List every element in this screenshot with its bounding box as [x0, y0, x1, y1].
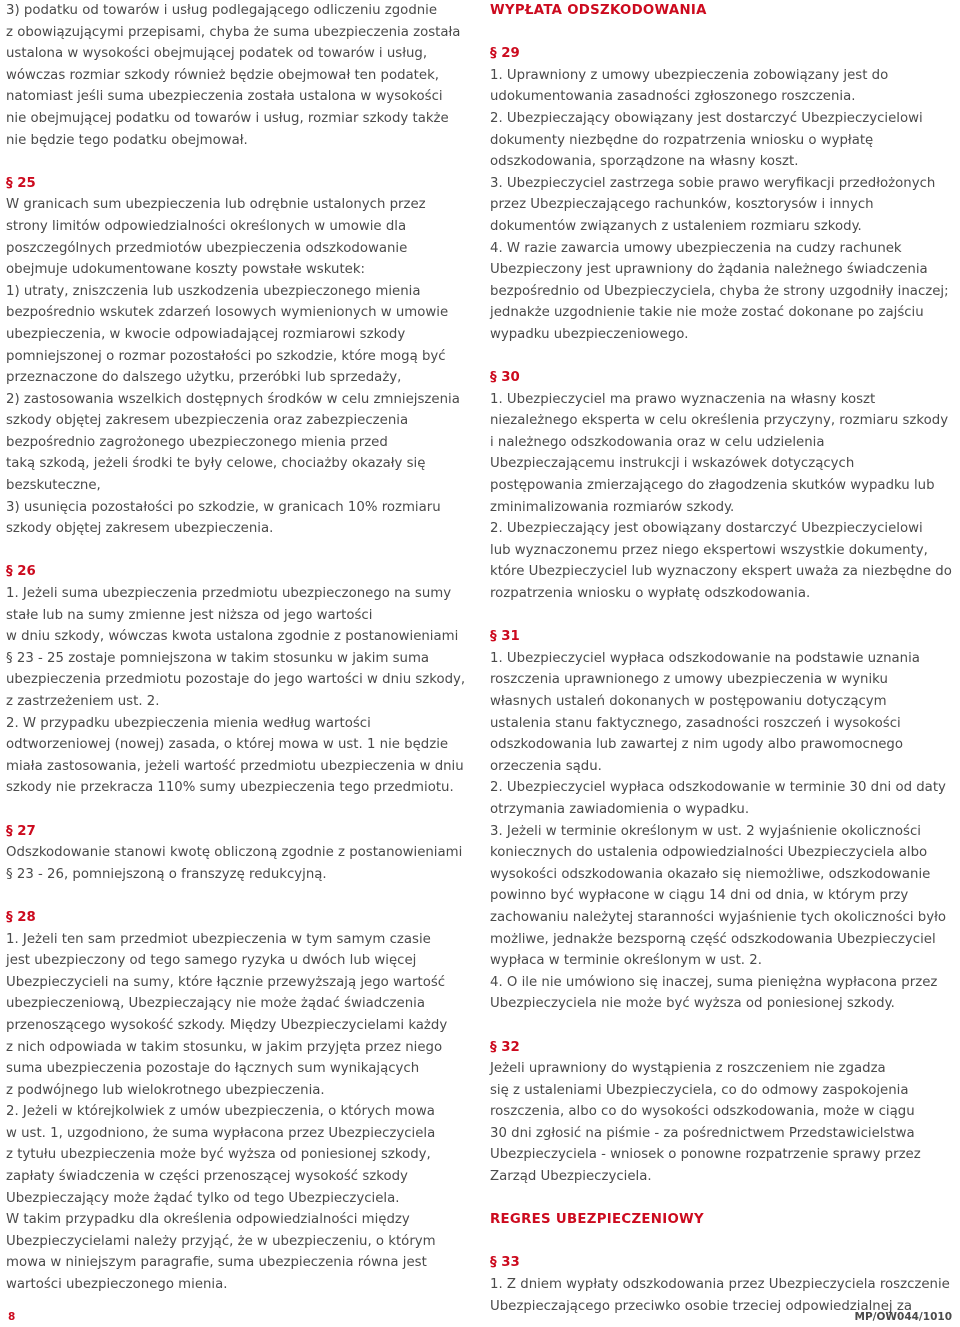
text-line: z obowiązującymi przepisami, chyba że suma ubezpieczenia została — [6, 24, 461, 40]
text-line: jest ubezpieczony od tego samego ryzyka u dwóch lub więcej — [6, 953, 417, 969]
paragraph-28-heading: § 28 — [6, 909, 36, 925]
text-line: z nich odpowiada w takim stosunku, w jakim przyjęta przez niego — [6, 1039, 443, 1055]
text-line: taką szkodą, jeżeli środki te były celowe, chociażby okazały się — [6, 456, 426, 472]
text-line: 2. Ubezpieczający obowiązany jest dostarczyć Ubezpieczycielowi — [490, 110, 923, 126]
text-line: Ubezpieczycielami należy przyjąć, że w ubezpieczeniu, o którym — [6, 1233, 436, 1249]
text-line: 1. Jeżeli suma ubezpieczenia przedmiotu ubezpieczonego na sumy — [6, 586, 452, 602]
text-line: wartości ubezpieczonego mienia. — [6, 1277, 228, 1293]
text-line: udokumentowania zasadności zgłoszonego roszczenia. — [490, 89, 856, 105]
text-line: otrzymania zawiadomienia o wypadku. — [490, 801, 750, 817]
text-line: 2. Jeżeli w którejkolwiek z umów ubezpieczenia, o których mowa — [6, 1104, 435, 1120]
text-line: mowa w niniejszym paragrafie, suma ubezpieczenia równa jest — [6, 1255, 427, 1271]
text-line: miała zastosowania, jeżeli wartość przedmiotu ubezpieczenia w dniu — [6, 758, 464, 774]
text-line: ustalona w wysokości obejmującej podatek od towarów i usług, — [6, 46, 428, 62]
text-line: 2. Ubezpieczający jest obowiązany dostarczyć Ubezpieczycielowi — [490, 521, 923, 537]
text-line: 1. Z dniem wypłaty odszkodowania przez Ubezpieczyciela roszczenie — [490, 1277, 950, 1293]
text-line: z zastrzeżeniem ust. 2. — [6, 694, 160, 709]
text-line: roszczenia, albo co do wysokości odszkodowania, może w ciągu — [490, 1104, 915, 1120]
text-line: wysokości odszkodowania okazało się niemożliwe, odszkodowanie — [490, 866, 931, 882]
text-line: bezpośrednio zagrożonego ubezpieczonego mienia przed — [6, 434, 388, 450]
paragraph-26-body — [6, 583, 471, 799]
text-line: Ubezpieczający może żądać tylko od tego Ubezpieczyciela. — [6, 1190, 400, 1206]
text-line: 1. Uprawniony z umowy ubezpieczenia zobowiązany jest do — [490, 67, 889, 83]
text-line: wypłaca w terminie określonym w ust. 2. — [490, 953, 762, 969]
text-line: lub wyznaczonemu przez niego ekspertowi wszystkie dokumenty, — [490, 542, 928, 558]
text-line: jednakże uzgodnienie takie nie może zostać dokonane po zajściu — [490, 305, 924, 321]
text-line: suma ubezpieczenia pozostaje do łącznych sum wynikających — [6, 1061, 420, 1077]
paragraph-29-heading: § 29 — [490, 46, 520, 62]
text-line: 1. Jeżeli ten sam przedmiot ubezpieczenia w tym samym czasie — [6, 931, 431, 947]
text-line: § 23 - 26, pomniejszoną o franszyzę redukcyjną. — [6, 866, 327, 882]
text-line: 3) podatku od towarów i usług podlegającego odliczeniu zgodnie — [6, 3, 438, 18]
text-line: 3) usunięcia pozostałości po szkodzie, w granicach 10% rozmiaru — [6, 499, 441, 515]
text-line: w dniu szkody, wówczas kwota ustalona zgodnie z postanowieniami — [6, 629, 459, 645]
text-line: odtworzeniowej (nowej) zasada, o której mowa w ust. 1 nie będzie — [6, 737, 449, 753]
text-line: zachowaniu należytej staranności wyjaśnienie tych okoliczności było — [490, 909, 946, 925]
left-column — [6, 0, 471, 1296]
text-line: w ust. 1, uzgodniono, że suma wypłacona przez Ubezpieczyciela — [6, 1125, 436, 1141]
text-line: własnych ustaleń dokonanych w postępowaniu dotyczącym — [490, 694, 887, 709]
intro-text — [6, 0, 471, 151]
text-line: obejmuje udokumentowane koszty powstałe wskutek: — [6, 262, 366, 278]
text-line: Ubezpieczony jest uprawniony do żądania należnego świadczenia — [490, 262, 928, 278]
text-line: ubezpieczenia, w kwocie odpowiadającej rozmiarowi szkody — [6, 326, 406, 342]
text-line: zminimalizowania rozmiarów szkody. — [490, 499, 735, 515]
document-code: MP/OW044/1010 — [854, 1311, 952, 1323]
text-line: 30 dni zgłosić na piśmie - za pośrednictwem Przedstawicielstwa — [490, 1125, 915, 1141]
text-line: z tytułu ubezpieczenia może być wyższa od poniesionej szkody, — [6, 1147, 431, 1163]
text-line: 2) zastosowania wszelkich dostępnych środków w celu zmniejszenia — [6, 391, 460, 407]
text-line: szkody nie przekracza 110% sumy ubezpieczenia tego przedmiotu. — [6, 780, 454, 796]
paragraph-31-heading: § 31 — [490, 629, 520, 645]
text-line: wówczas rozmiar szkody również będzie obejmował ten podatek, — [6, 67, 439, 83]
text-line: W takim przypadku dla określenia odpowiedzialności między — [6, 1212, 410, 1228]
text-line: nie obejmującej podatku od towarów i usług, rozmiar szkody także — [6, 110, 449, 126]
right-column — [490, 0, 954, 1317]
text-line: przez Ubezpieczającego rachunków, kosztorysów i innych — [490, 197, 874, 213]
paragraph-25-heading: § 25 — [6, 175, 36, 191]
text-line: odszkodowania lub zawartej z nim ugody albo prawomocnego — [490, 737, 904, 753]
text-line: Ubezpieczycieli na sumy, które łącznie przewyższają jego wartość — [6, 974, 446, 990]
paragraph-32-body — [490, 1058, 954, 1188]
text-line: przenoszącego wysokość szkody. Między Ubezpieczycielami każdy — [6, 1017, 448, 1033]
text-line: Jeżeli uprawniony do wystąpienia z roszczeniem nie zgadza — [490, 1061, 886, 1077]
text-line: zapłaty świadczenia w części przenoszącej wysokość szkody — [6, 1169, 408, 1185]
text-line: 4. O ile nie umówiono się inaczej, suma pieniężna wypłacona przez — [490, 974, 938, 990]
paragraph-25-body — [6, 194, 471, 540]
text-line: 3. Jeżeli w terminie określonym w ust. 2 wyjaśnienie okoliczności — [490, 823, 921, 839]
text-line: W granicach sum ubezpieczenia lub odrębnie ustalonych przez — [6, 197, 426, 213]
paragraph-32-heading: § 32 — [490, 1039, 520, 1055]
text-line: Ubezpieczyciela nie może być wyższa od poniesionej szkody. — [490, 996, 895, 1012]
text-line: z podwójnego lub wielokrotnego ubezpieczenia. — [6, 1082, 325, 1098]
text-line: ubezpieczenia przedmiotu pozostaje do jego wartości w dniu szkody, — [6, 672, 466, 688]
text-line: nie będzie tego podatku obejmował. — [6, 132, 248, 148]
text-line: bezpośrednio od Ubezpieczyciela, chyba że strony uzgodniły inaczej; — [490, 283, 949, 299]
text-line: i należnego odszkodowania oraz w celu udzielenia — [490, 434, 825, 450]
page-number: 8 — [8, 1311, 16, 1323]
text-line: poszczególnych przedmiotów ubezpieczenia odszkodowanie — [6, 240, 408, 256]
text-line: Ubezpieczającego przeciwko osobie trzeciej odpowiedzialnej za — [490, 1298, 912, 1314]
text-line: 1. Ubezpieczyciel ma prawo wyznaczenia na własny koszt — [490, 391, 876, 407]
text-line: § 23 - 25 zostaje pomniejszona w takim stosunku w jakim suma — [6, 650, 430, 666]
paragraph-27-body — [6, 842, 471, 885]
text-line: które Ubezpieczyciel lub wyznaczony ekspert uważa za niezbędne do — [490, 564, 952, 580]
paragraph-28-body — [6, 929, 471, 1296]
text-line: 1) utraty, zniszczenia lub uszkodzenia ubezpieczonego mienia — [6, 283, 421, 299]
text-line: powinno być wypłacone w ciągu 14 dni od dnia, w którym przy — [490, 888, 909, 904]
text-line: 1. Ubezpieczyciel wypłaca odszkodowanie na podstawie uznania — [490, 650, 920, 666]
text-line: Zarząd Ubezpieczyciela. — [490, 1169, 652, 1185]
text-line: dokumenty niezbędne do rozpatrzenia wniosku o wypłatę — [490, 132, 874, 148]
paragraph-30-body — [490, 389, 954, 605]
text-line: Ubezpieczającemu instrukcji i wskazówek dotyczących — [490, 456, 855, 472]
paragraph-30-heading: § 30 — [490, 370, 520, 386]
text-line: 2. Ubezpieczyciel wypłaca odszkodowanie w terminie 30 dni od daty — [490, 780, 946, 796]
text-line: orzeczenia sądu. — [490, 758, 602, 774]
text-line: bezskuteczne, — [6, 478, 101, 494]
text-line: pomniejszonej o rozmar pozostałości po szkodzie, które mogą być — [6, 348, 446, 364]
text-line: koniecznych do ustalenia odpowiedzialności Ubezpieczyciela albo — [490, 845, 928, 861]
text-line: Odszkodowanie stanowi kwotę obliczoną zgodnie z postanowieniami — [6, 845, 463, 861]
text-line: wypadku ubezpieczeniowego. — [490, 326, 689, 342]
text-line: natomiast jeśli suma ubezpieczenia została ustalona w wysokości — [6, 89, 443, 105]
paragraph-33-heading: § 33 — [490, 1255, 520, 1271]
text-line: Ubezpieczyciela - wniosek o ponowne rozpatrzenie sprawy przez — [490, 1147, 921, 1163]
paragraph-29-body — [490, 65, 954, 346]
text-line: 3. Ubezpieczyciel zastrzega sobie prawo weryfikacji przedłożonych — [490, 175, 936, 191]
text-line: stałe lub na sumy zmienne jest niższa od jego wartości — [6, 607, 373, 623]
text-line: niezależnego eksperta w celu określenia przyczyny, rozmiaru szkody — [490, 413, 949, 429]
text-line: szkody objętej zakresem ubezpieczenia. — [6, 521, 274, 537]
text-line: ubezpieczeniową, Ubezpieczający nie może żądać świadczenia — [6, 996, 425, 1012]
text-line: bezpośrednio wskutek zdarzeń losowych wymienionych w umowie — [6, 305, 449, 321]
text-line: ustalenia stanu faktycznego, zasadności roszczeń i wysokości — [490, 715, 901, 731]
text-line: się z ustaleniami Ubezpieczyciela, co do odmowy zaspokojenia — [490, 1082, 909, 1098]
paragraph-31-body — [490, 648, 954, 1015]
text-line: 2. W przypadku ubezpieczenia mienia według wartości — [6, 715, 371, 731]
text-line: przeznaczone do dalszego użytku, przeróbki lub sprzedaży, — [6, 370, 402, 386]
section-title-recourse: REGRES UBEZPIECZENIOWY — [490, 1212, 704, 1228]
section-title-payout: WYPŁATA ODSZKODOWANIA — [490, 3, 707, 18]
text-line: postępowania zmierzającego do złagodzenia skutków wypadku lub — [490, 478, 935, 494]
text-line: roszczenia uprawnionego z umowy ubezpieczenia w wyniku — [490, 672, 888, 688]
text-line: szkody objętej zakresem ubezpieczenia oraz zabezpieczenia — [6, 413, 409, 429]
text-line: odszkodowania, sporządzone na własny koszt. — [490, 154, 799, 170]
text-line: możliwe, jednakże bezsporną część odszkodowania Ubezpieczyciel — [490, 931, 936, 947]
paragraph-27-heading: § 27 — [6, 823, 36, 839]
text-line: strony limitów odpowiedzialności określonych w umowie dla — [6, 218, 407, 234]
text-line: dokumentów związanych z ustaleniem rozmiaru szkody. — [490, 218, 862, 234]
paragraph-26-heading: § 26 — [6, 564, 36, 580]
text-line: 4. W razie zawarcia umowy ubezpieczenia na cudzy rachunek — [490, 240, 902, 256]
text-line: rozpatrzenia wniosku o wypłatę odszkodowania. — [490, 586, 811, 602]
